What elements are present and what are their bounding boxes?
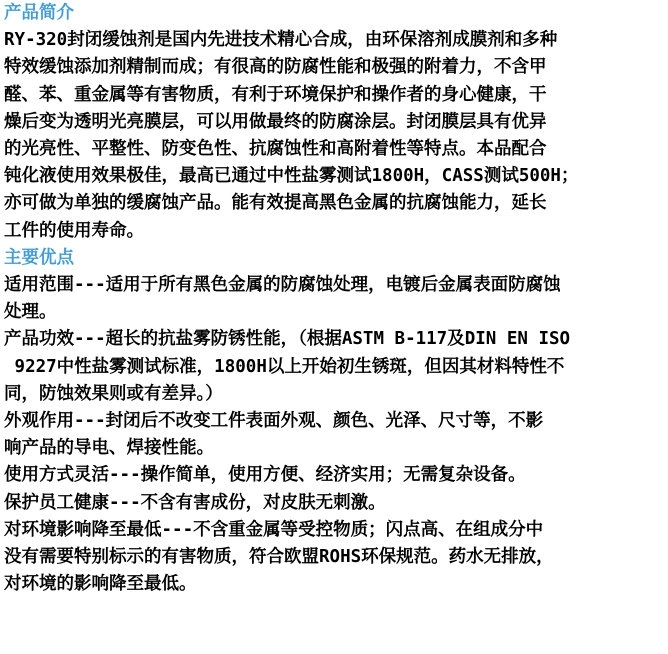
intro-line: 燥后变为透明光亮膜层，可以用做最终的防腐涂层。封闭膜层具有优异 bbox=[4, 111, 547, 132]
intro-line: RY-320封闭缓蚀剂是国内先进技术精心合成，由环保溶剂成膜剂和多种 bbox=[4, 30, 558, 51]
document-body bbox=[4, 0, 664, 598]
advantage-line: 9227中性盐雾测试标准，1800H以上开始初生锈斑，但因其材料特性不 bbox=[4, 356, 565, 377]
advantage-line: 响产品的导电、焊接性能。 bbox=[4, 438, 214, 459]
heading-product-intro: 产品简介 bbox=[4, 3, 74, 23]
advantage-line: 使用方式灵活---操作简单，使用方便、经济实用；无需复杂设备。 bbox=[4, 465, 526, 486]
advantage-line: 对环境影响降至最低---不含重金属等受控物质；闪点高、在组成分中 bbox=[4, 519, 544, 540]
intro-line: 钝化液使用效果极佳，最高已通过中性盐雾测试1800H，CASS测试500H； bbox=[4, 166, 579, 187]
advantage-line: 处理。 bbox=[4, 302, 57, 323]
intro-paragraph bbox=[4, 27, 664, 245]
intro-line: 特效缓蚀添加剂精制而成；有很高的防腐性能和极强的附着力，不含甲 bbox=[4, 57, 547, 78]
advantage-line: 产品功效---超长的抗盐雾防锈性能，（根据ASTM B-117及DIN EN ISO bbox=[4, 329, 571, 350]
intro-line: 醛、苯、重金属等有害物质，有利于环境保护和操作者的身心健康，干 bbox=[4, 84, 547, 105]
intro-line: 工件的使用寿命。 bbox=[4, 220, 144, 241]
intro-line: 亦可做为单独的缓腐蚀产品。能有效提高黑色金属的抗腐蚀能力，延长 bbox=[4, 193, 547, 214]
intro-line: 的光亮性、平整性、防变色性、抗腐蚀性和高附着性等特点。本品配合 bbox=[4, 139, 547, 160]
advantage-line: 外观作用---封闭后不改变工件表面外观、颜色、光泽、尺寸等，不影 bbox=[4, 411, 544, 432]
advantage-line: 同，防蚀效果则或有差异。） bbox=[4, 383, 223, 404]
heading-main-advantages: 主要优点 bbox=[4, 247, 74, 268]
advantage-line: 适用范围---适用于所有黑色金属的防腐蚀处理，电镀后金属表面防腐蚀 bbox=[4, 275, 561, 296]
advantage-line: 对环境的影响降至最低。 bbox=[4, 574, 197, 595]
advantage-line: 保护员工健康---不含有害成份，对皮肤无刺激。 bbox=[4, 492, 386, 513]
advantage-line: 没有需要特别标示的有害物质，符合欧盟ROHS环保规范。药水无排放， bbox=[4, 547, 554, 568]
advantages-paragraph bbox=[4, 272, 664, 598]
